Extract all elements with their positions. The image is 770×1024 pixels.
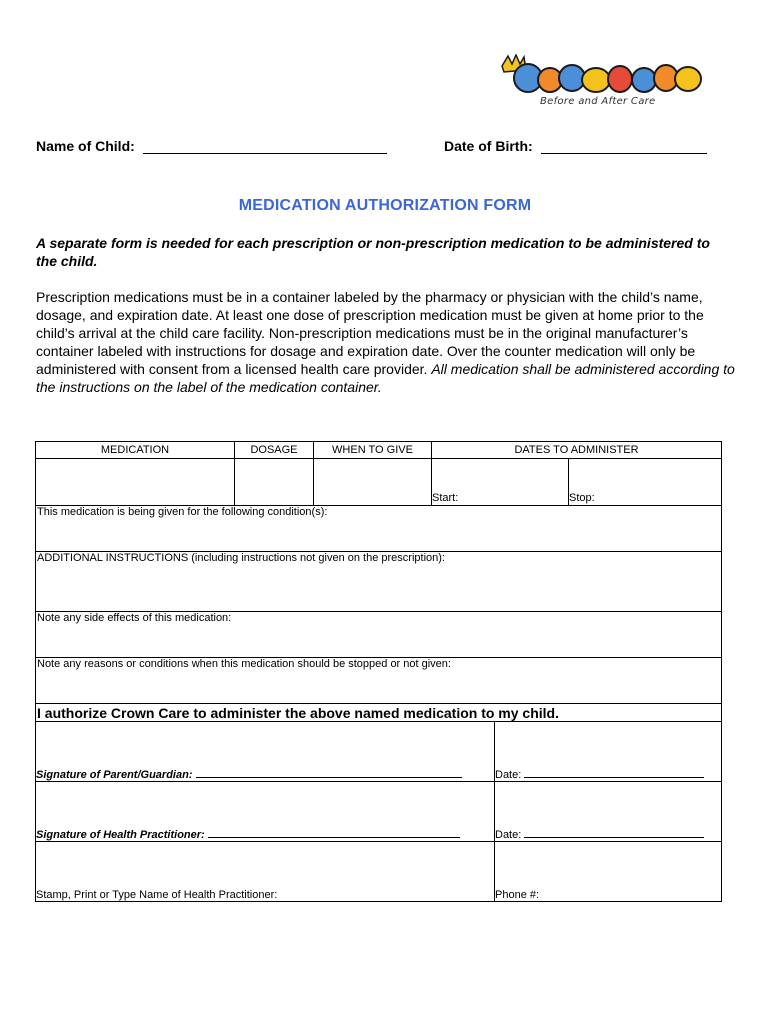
header-medication: MEDICATION [36, 442, 235, 459]
header-dates-to-administer: DATES TO ADMINISTER [432, 442, 722, 459]
requirements-italic-text: All medication shall be administered according to the instructions on the label of the medication container. [36, 361, 735, 395]
requirements-text: Prescription medications must be in a container labeled by the pharmacy or physician with the child’s name, dosage, and expiration date. At least one dose of prescription medication must be given at home prior to the child’s arrival at the child care facility. Non-prescription medications must be in the original manufacturer’s container labeled with instructions for dosage and expiration date. Over the counter medication will only be administered with consent from a licensed health care provider. [36, 289, 704, 377]
additional-instructions-label: ADDITIONAL INSTRUCTIONS (including instructions not given on the prescription): [37, 552, 445, 564]
dob-field [444, 138, 707, 154]
header-dosage: DOSAGE [235, 442, 314, 459]
when-to-give-cell[interactable] [314, 459, 432, 506]
medication-table [35, 441, 722, 704]
parent-date-field[interactable] [495, 722, 722, 782]
stop-date-cell[interactable] [569, 459, 722, 506]
practitioner-name-field[interactable] [36, 842, 495, 902]
practitioner-date-field[interactable] [495, 782, 722, 842]
separate-form-notice: A separate form is needed for each prescription or non-prescription medication to be administered to the child. [36, 235, 710, 269]
stop-label: Stop: [569, 492, 595, 504]
parent-signature-field[interactable] [36, 722, 495, 782]
start-label: Start: [432, 492, 459, 504]
side-effects-label: Note any side effects of this medication: [37, 612, 232, 624]
stamp-label: Stamp, Print or Type Name of Health Practitioner: [36, 889, 278, 901]
child-name-field [36, 138, 387, 154]
parent-date-label: Date: [495, 769, 522, 781]
child-name-label: Name of Child: [36, 138, 135, 154]
medication-cell[interactable] [36, 459, 235, 506]
practitioner-date-line[interactable] [524, 827, 704, 838]
authorization-heading: I authorize Crown Care to administer the above named medication to my child. [36, 704, 722, 722]
condition-field[interactable] [36, 506, 722, 552]
parent-signature-line[interactable] [196, 767, 462, 778]
practitioner-signature-line[interactable] [208, 827, 460, 838]
header-when-to-give: WHEN TO GIVE [314, 442, 432, 459]
stop-reasons-label: Note any reasons or conditions when this medication should be stopped or not given: [37, 658, 451, 670]
practitioner-date-label: Date: [495, 829, 522, 841]
condition-label: This medication is being given for the following condition(s): [37, 506, 328, 518]
child-name-line[interactable] [143, 139, 387, 154]
form-title: MEDICATION AUTHORIZATION FORM [238, 197, 532, 214]
phone-label: Phone #: [495, 889, 540, 901]
authorization-table [35, 703, 722, 902]
logo-tagline: Before and After Care [540, 96, 656, 107]
side-effects-field[interactable] [36, 612, 722, 658]
medication-requirements [36, 288, 736, 396]
dosage-cell[interactable] [235, 459, 314, 506]
dob-line[interactable] [541, 139, 707, 154]
parent-signature-label: Signature of Parent/Guardian: [36, 769, 193, 781]
dob-label: Date of Birth: [444, 138, 533, 154]
crown-logo-graphic [498, 54, 708, 100]
practitioner-signature-field[interactable] [36, 782, 495, 842]
phone-field[interactable] [495, 842, 722, 902]
start-date-cell[interactable] [432, 459, 569, 506]
stop-reasons-field[interactable] [36, 658, 722, 704]
additional-instructions-field[interactable] [36, 552, 722, 612]
parent-date-line[interactable] [524, 767, 704, 778]
crown-care-logo [498, 54, 708, 112]
practitioner-signature-label: Signature of Health Practitioner: [36, 829, 205, 841]
